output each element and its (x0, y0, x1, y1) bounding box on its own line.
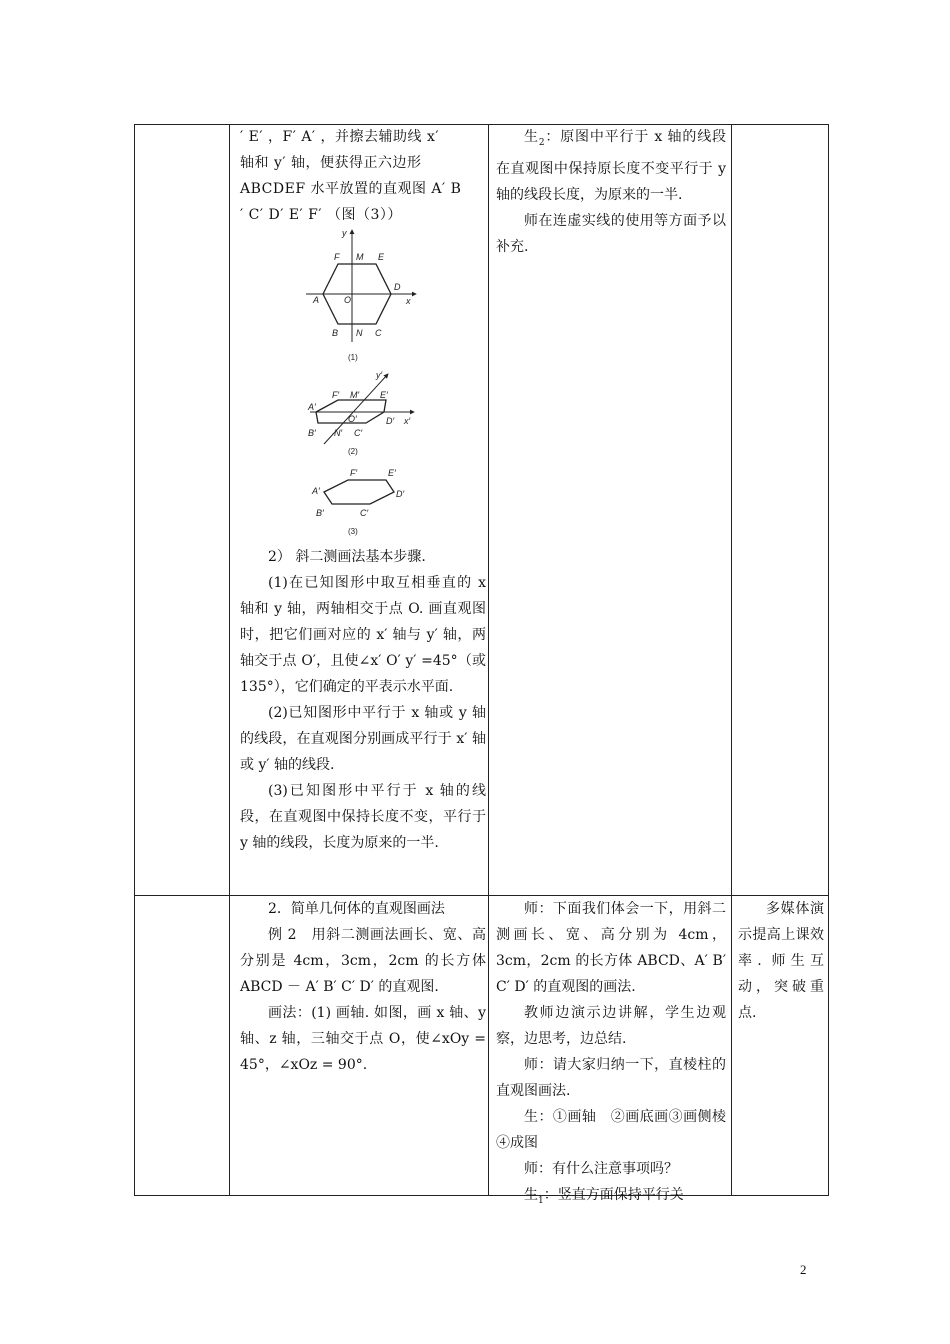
student-1-remark (496, 1182, 726, 1214)
steps-title: 2） 斜二测画法基本步骤. (268, 549, 426, 565)
row1-col3 (496, 124, 726, 260)
intro-line-2: 轴和 y′ 轴，便获得正六边形 (240, 155, 422, 171)
student-2-remark (496, 124, 726, 208)
row2-col4 (738, 896, 824, 1026)
fig3-label-B: B′ (316, 508, 324, 518)
figure-1 (306, 228, 416, 362)
fig1-label-D: D (394, 282, 401, 292)
drawing-method: 画法：(1) 画轴. 如图，画 x 轴、y 轴、z 轴，三轴交于点 O，使∠xOy = 45°，∠xOz = 90°. (240, 1005, 486, 1073)
fig3-label-A: A′ (312, 486, 320, 496)
teacher-question: 师：请大家归纳一下，直棱柱的直观图画法. (496, 1057, 726, 1099)
student-1-text: ：竖直方面保持平行关 (543, 1187, 684, 1203)
fig2-label-F: F′ (332, 390, 340, 400)
page-number: 2 (800, 1262, 807, 1277)
fig1-label-N: N (356, 328, 363, 338)
fig2-label-M: M′ (350, 390, 360, 400)
step-2: (2)已知图形中平行于 x 轴或 y 轴的线段，在直观图分别画成平行于 x′ 轴或 y′ 轴的线段. (240, 705, 486, 773)
fig1-label-C: C (375, 328, 382, 338)
teacher-demo: 教师边演示边讲解，学生边观察，边思考，边总结. (496, 1005, 726, 1047)
fig2-caption: (2) (348, 447, 358, 456)
teacher-supplement: 师在连虚实线的使用等方面予以补充. (496, 212, 726, 255)
hexagon-figure (296, 224, 426, 540)
intro-line-1: ′ E′ ，F′ A′ ，并擦去辅助线 x′ (240, 129, 440, 145)
fig1-label-y: y (342, 228, 347, 238)
fig3-label-C: C′ (360, 508, 369, 518)
fig1-label-F: F (334, 252, 340, 262)
col-border-4 (731, 124, 732, 1196)
fig3-label-D: D′ (396, 489, 405, 499)
fig2-label-y: y′ (376, 370, 383, 380)
fig2-label-N: N′ (334, 428, 343, 438)
fig2-label-C: C′ (354, 428, 363, 438)
fig3-caption: (3) (348, 527, 358, 536)
fig3-label-E: E′ (388, 468, 396, 478)
col-border-2 (229, 124, 230, 1196)
fig1-label-B: B (332, 328, 339, 338)
figure-3 (311, 468, 404, 536)
fig1-caption: (1) (348, 353, 358, 362)
fig2-label-B: B′ (308, 428, 316, 438)
teacher-intro: 师：下面我们体会一下，用斜二测画长、宽、高分别为 4cm，3cm，2cm 的长方体 ABCD、A′ B′ C′ D′ 的直观图的画法. (496, 901, 726, 995)
fig1-label-A: A (313, 295, 320, 305)
intro-line-4: ′ C′ D′ E′ F′ （图（3）） (240, 207, 402, 223)
fig2-label-A: A′ (308, 402, 316, 412)
row1-col2-steps (240, 544, 486, 856)
teacher-followup: 师：有什么注意事项吗？ (524, 1161, 678, 1177)
figure-2 (307, 370, 414, 456)
student-1-sub: 1 (538, 1195, 544, 1206)
col-border-3 (488, 124, 489, 1196)
row1-col2-intro (240, 124, 486, 228)
fig2-label-D: D′ (386, 416, 395, 426)
fig2-label-x: x′ (404, 416, 411, 426)
fig1-label-E: E (378, 252, 385, 262)
intro-line-3: ABCDEF 水平放置的直观图 A′ B (240, 181, 462, 197)
step-3: (3)已知图形中平行于 x 轴的线段，在直观图中保持长度不变，平行于 y 轴的线段，长度为原来的一半. (240, 783, 486, 851)
media-note: 多媒体演示提高上课效率. 师生互动，突破重点. (738, 901, 824, 1021)
col-border-5 (828, 124, 829, 1196)
col-border-1 (134, 124, 135, 1196)
fig1-label-x: x (406, 296, 411, 306)
fig1-label-O: O (344, 295, 352, 305)
student-2-sub: 2 (538, 137, 545, 148)
student-2-text: ：原图中平行于 x 轴的线段在直观图中保持原长度不变平行于 y 轴的线段长度，为原来的一半. (496, 129, 727, 203)
fig3-label-F: F′ (350, 468, 358, 478)
step-1: (1)在已知图形中取互相垂直的 x 轴和 y 轴，两轴相交于点 O. 画直观图时，把它们画对应的 x′ 轴与 y′ 轴，两轴交于点 O′，且使∠x′ O′ y′ =45°（或 135°），它们确定的平表示水平面. (240, 575, 486, 695)
fig2-label-O: O′ (348, 414, 357, 424)
student-1-speaker: 生 (524, 1187, 538, 1203)
student-2-speaker: 生 (524, 129, 539, 145)
section-title: 2．简单几何体的直观图画法 (268, 901, 445, 917)
example-2: 例 2 用斜二测画法画长、宽、高分别是 4cm，3cm，2cm 的长方体 ABCD － A′ B′ C′ D′ 的直观图. (240, 927, 486, 995)
fig2-label-E: E′ (380, 390, 388, 400)
row2-col3 (496, 896, 740, 1214)
row2-col2 (240, 896, 486, 1078)
fig1-label-M: M (356, 252, 364, 262)
student-answer: 生：①画轴 ②画底画③画侧棱 ④成图 (496, 1109, 740, 1151)
